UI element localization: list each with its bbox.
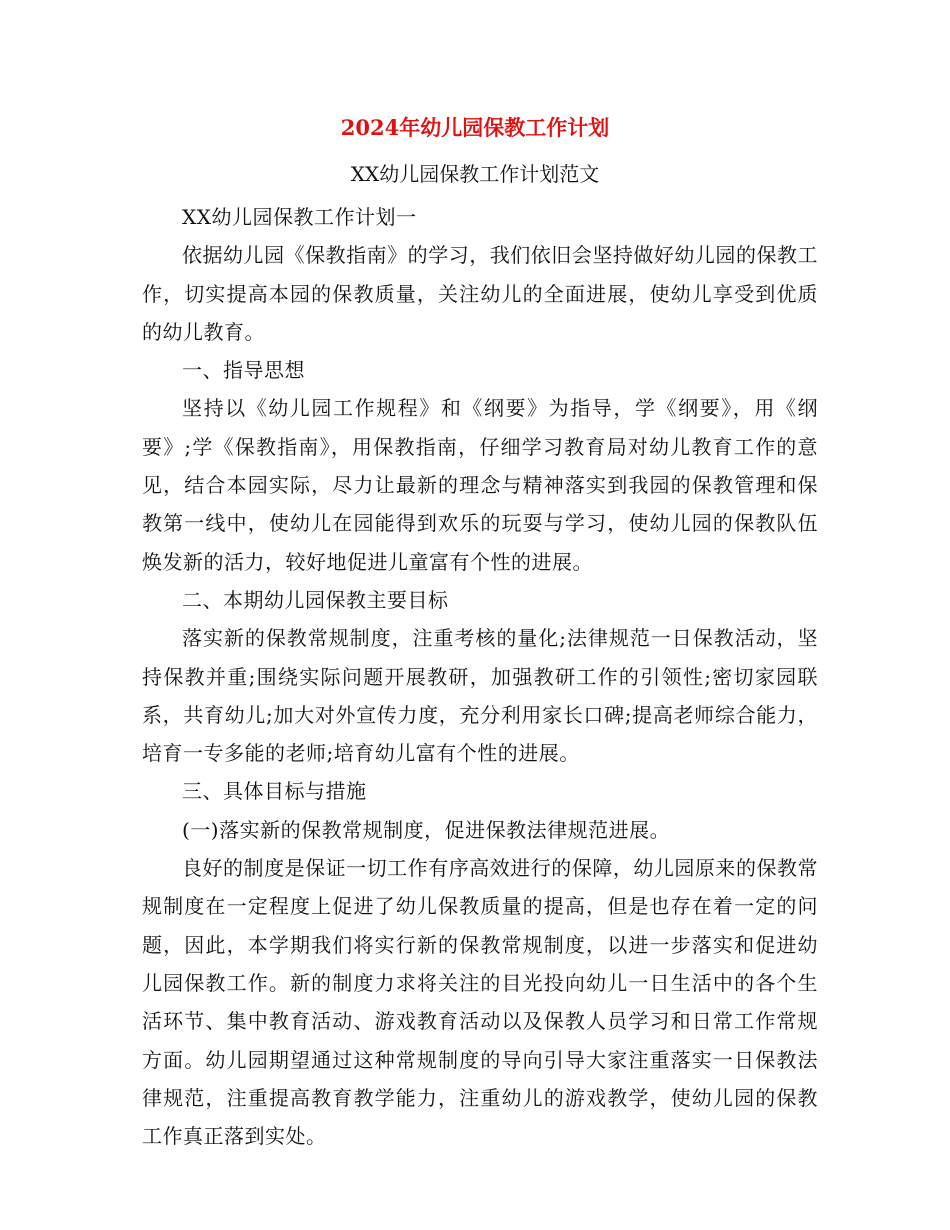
section-heading-guiding-thought: 一、指导思想 <box>182 358 305 383</box>
subsection-heading-1: (一)落实新的保教常规制度，促进保教法律规范进展。 <box>182 817 671 842</box>
paragraph-intro: 依据幼儿园《保教指南》的学习，我们依旧会坚持做好幼儿园的保教工作，切实提高本园的保教质量，关注幼儿的全面进展，使幼儿享受到优质的幼儿教育。 <box>142 243 818 344</box>
paragraph-system: 良好的制度是保证一切工作有序高效进行的保障，幼儿园原来的保教常规制度在一定程度上促进了幼儿保教质量的提高，但是也存在着一定的问题，因此，本学期我们将实行新的保教常规制度，以进一步落实和促进幼儿园保教工作。新的制度力求将关注的目光投向幼儿一日生活中的各个生活环节、集中教育活动、游戏教育活动以及保教人员学习和日常工作常规方面。幼儿园期望通过这种常规制度的导向引导大家注重落实一日保教法律规范，注重提高教育教学能力，注重幼儿的游戏教学，使幼儿园的保教工作真正落到实处。 <box>142 856 818 1149</box>
section-heading-specific-measures: 三、具体目标与措施 <box>182 779 367 804</box>
document-subtitle: XX幼儿园保教工作计划范文 <box>350 162 600 186</box>
section-heading-plan-one: XX幼儿园保教工作计划一 <box>182 205 417 229</box>
section-heading-main-goals: 二、本期幼儿园保教主要目标 <box>182 587 449 612</box>
paragraph-main-goals: 落实新的保教常规制度，注重考核的量化;法律规范一日保教活动，坚持保教并重;围绕实际问题开展教研，加强教研工作的引领性;密切家园联系，共育幼儿;加大对外宣传力度，充分利用家长口碑;提高老师综合能力，培育一专多能的老师;培育幼儿富有个性的进展。 <box>142 626 818 766</box>
paragraph-guiding-thought: 坚持以《幼儿园工作规程》和《纲要》为指导，学《纲要》，用《纲要》;学《保教指南》，用保教指南，仔细学习教育局对幼儿教育工作的意见，结合本园实际，尽力让最新的理念与精神落实到我园的保教管理和保教第一线中，使幼儿在园能得到欢乐的玩耍与学习，使幼儿园的保教队伍焕发新的活力，较好地促进儿童富有个性的进展。 <box>142 396 818 574</box>
document-body <box>142 198 818 1155</box>
document-title: 2024年幼儿园保教工作计划 <box>340 115 610 140</box>
